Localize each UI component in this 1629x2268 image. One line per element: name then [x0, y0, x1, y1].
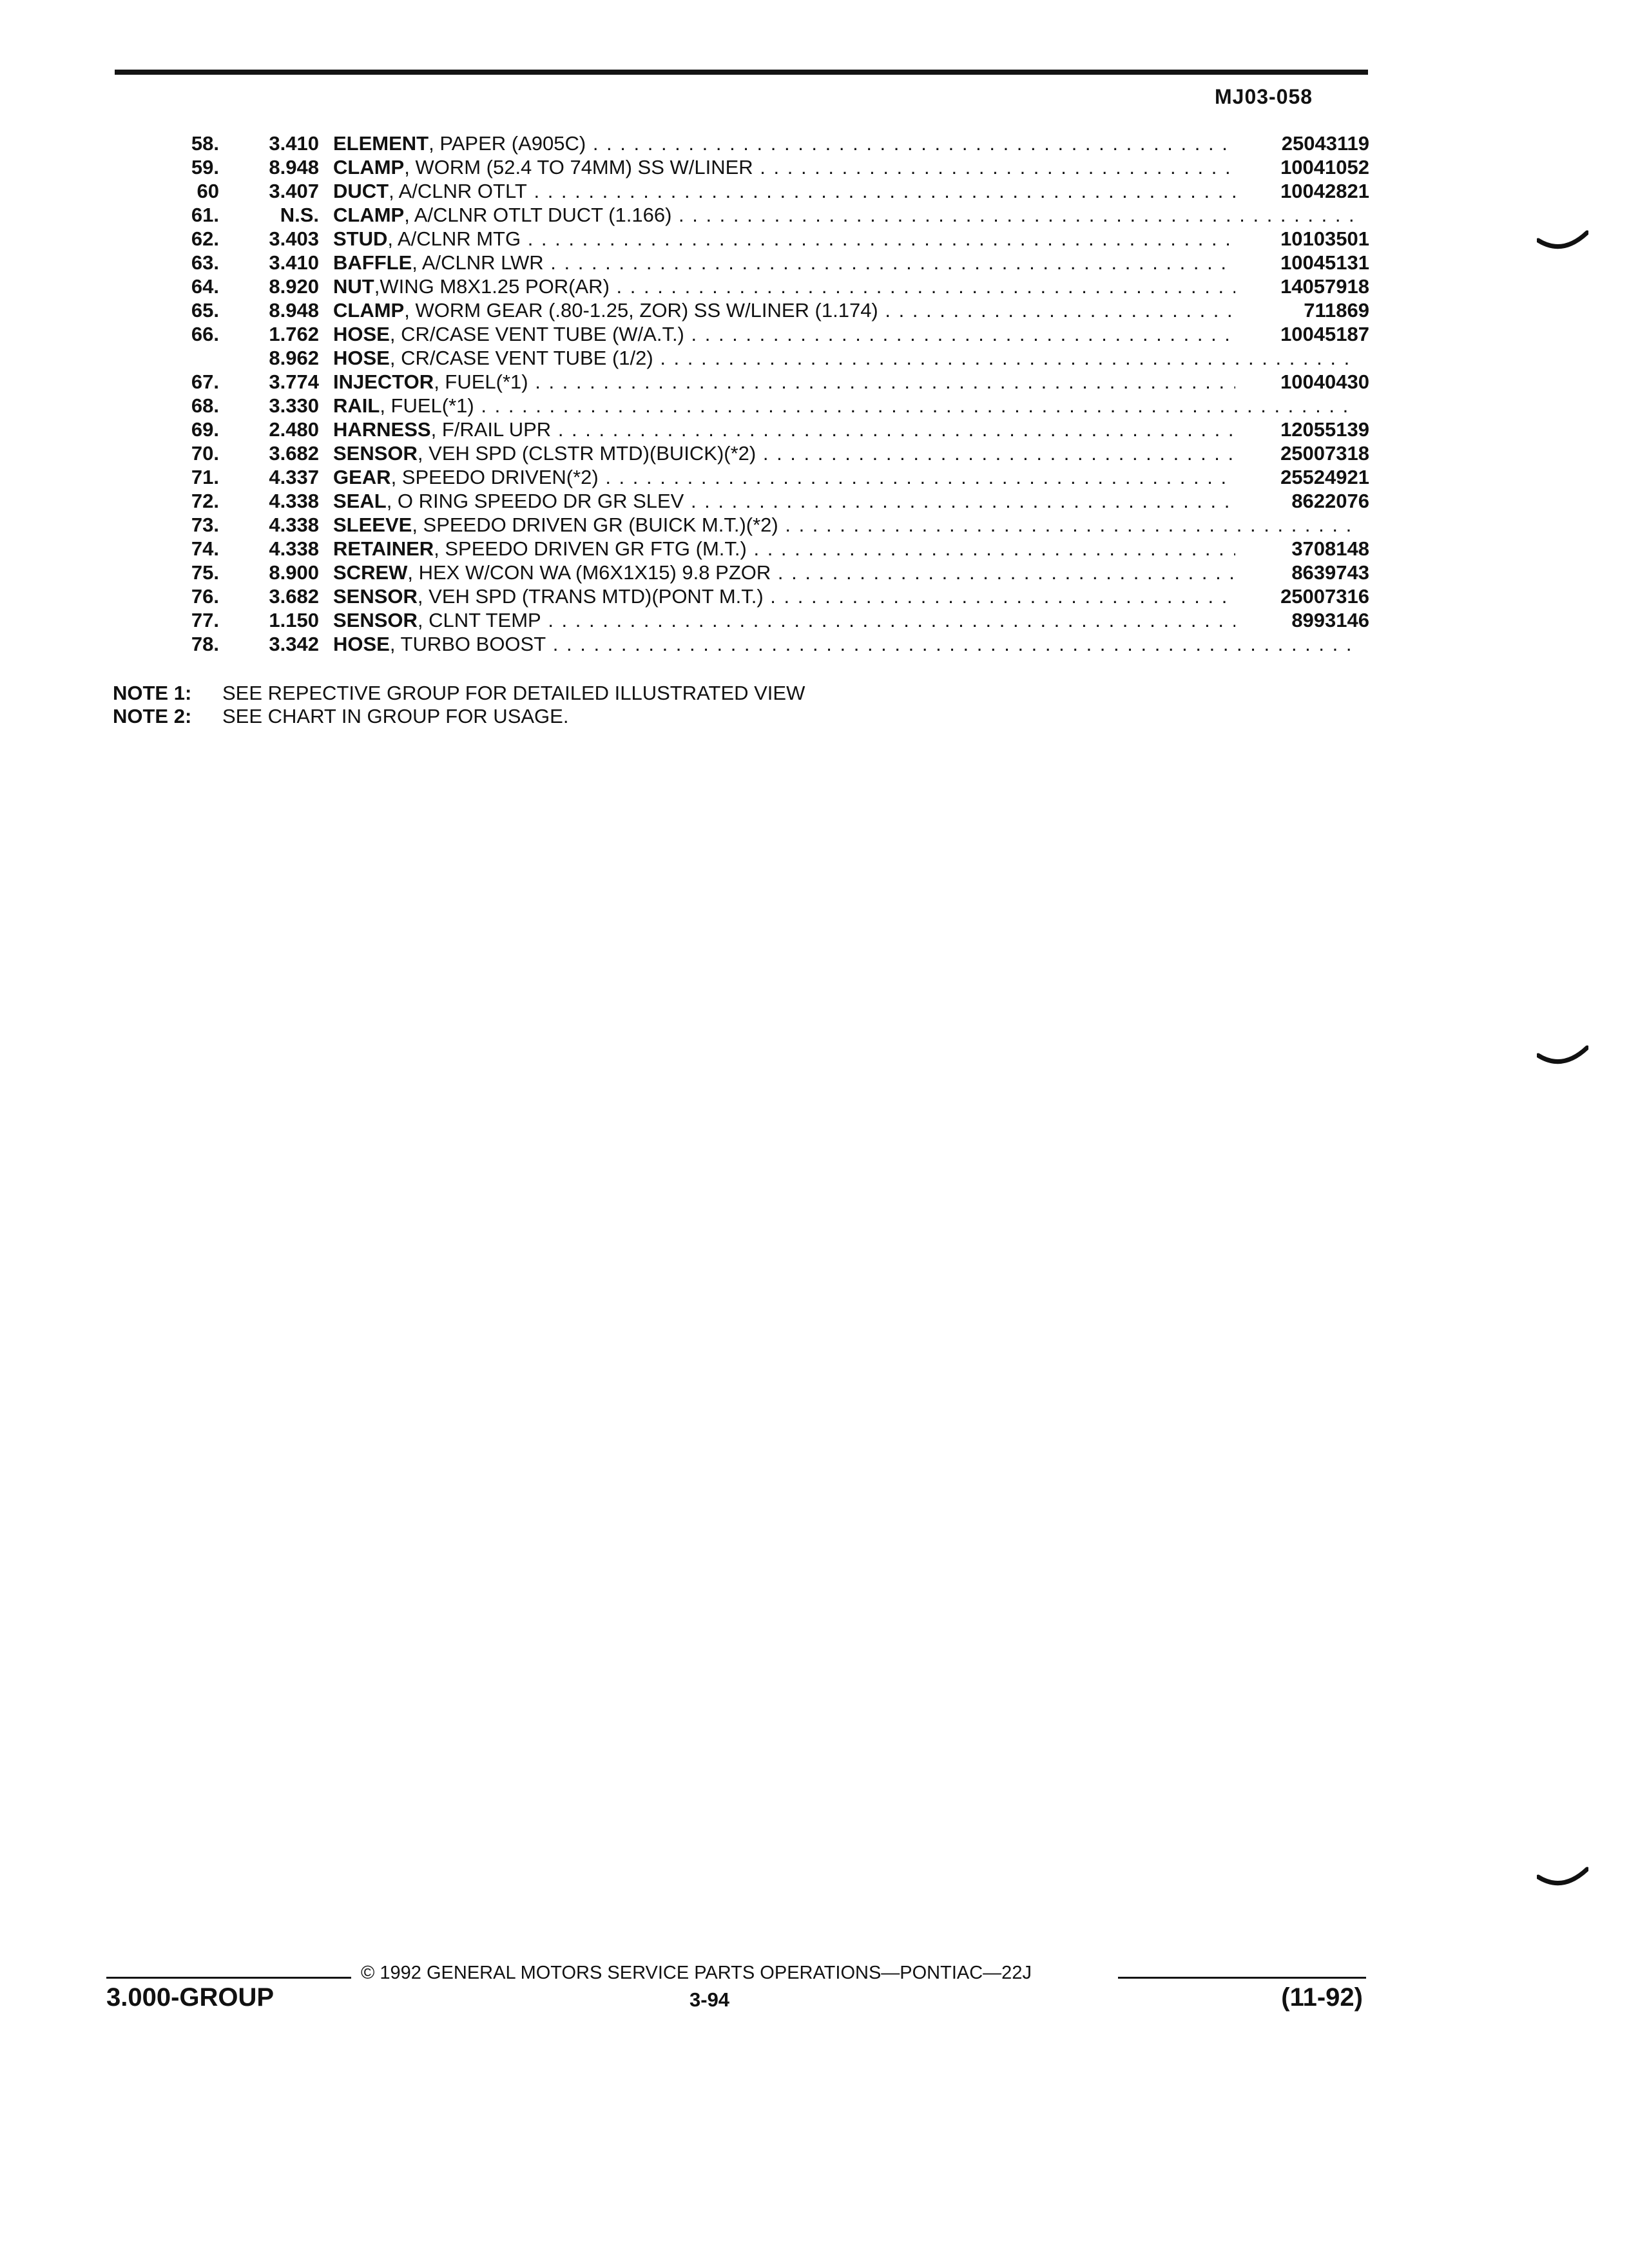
document-id: MJ03-058 — [1215, 85, 1313, 108]
part-detail: , WORM (52.4 TO 74MM) SS W/LINER — [404, 156, 753, 178]
parts-row — [139, 418, 1369, 441]
part-detail: , FUEL(*1) — [380, 394, 474, 417]
group-number: 3.407 — [269, 180, 319, 202]
part-detail: , VEH SPD (TRANS MTD)(PONT M.T.) — [417, 585, 764, 608]
group-number: 1.762 — [269, 323, 319, 345]
parts-row — [139, 322, 1369, 346]
parts-row — [139, 131, 1369, 155]
part-description — [333, 608, 1358, 632]
part-detail: , HEX W/CON WA (M6X1X15) 9.8 PZOR — [407, 561, 771, 584]
part-name: SENSOR — [333, 609, 418, 631]
parts-row — [139, 274, 1369, 298]
part-name: SENSOR — [333, 585, 418, 608]
page-number: 3-94 — [689, 1988, 730, 2011]
note-label: NOTE 2: — [113, 705, 192, 727]
part-description — [333, 346, 1358, 370]
group-number: N.S. — [280, 204, 319, 226]
part-number: 10045131 — [1235, 251, 1369, 274]
note-text: SEE CHART IN GROUP FOR USAGE. — [222, 705, 569, 727]
top-rule — [115, 70, 1368, 75]
parts-row — [139, 179, 1369, 203]
group-number: 8.948 — [269, 156, 319, 178]
parts-row — [139, 632, 1369, 656]
part-detail: , A/CLNR OTLT — [389, 180, 527, 202]
part-name: DUCT — [333, 180, 389, 202]
part-name: HOSE — [333, 323, 390, 345]
item-number: 61. — [191, 204, 219, 226]
part-number: 10045187 — [1235, 322, 1369, 346]
item-number: 78. — [191, 633, 219, 655]
group-number: 4.337 — [269, 466, 319, 488]
parts-list — [139, 131, 1369, 656]
parts-row — [139, 584, 1369, 608]
item-number: 72. — [191, 490, 219, 512]
item-number: 69. — [191, 418, 219, 441]
part-description — [333, 131, 1358, 155]
footer-rule-right — [1118, 1977, 1366, 1979]
item-number: 67. — [191, 370, 219, 393]
part-name: INJECTOR — [333, 370, 434, 393]
part-detail: , O RING SPEEDO DR GR SLEV — [386, 490, 684, 512]
parts-row — [139, 155, 1369, 179]
group-number: 8.900 — [269, 561, 319, 584]
item-number: 63. — [191, 251, 219, 274]
part-detail: , SPEEDO DRIVEN GR (BUICK M.T.)(*2) — [412, 514, 778, 536]
group-number: 4.338 — [269, 490, 319, 512]
parts-row — [139, 370, 1369, 394]
copyright-line: © 1992 GENERAL MOTORS SERVICE PARTS OPERATIONS—PONTIAC—22J — [361, 1963, 1032, 1983]
group-number: 3.403 — [269, 227, 319, 250]
item-number: 71. — [191, 466, 219, 488]
group-number: 3.410 — [269, 132, 319, 155]
part-detail: , FUEL(*1) — [434, 370, 528, 393]
part-description — [333, 227, 1358, 251]
part-detail: , VEH SPD (CLSTR MTD)(BUICK)(*2) — [417, 442, 757, 465]
part-detail: , TURBO BOOST — [389, 633, 546, 655]
part-name: ELEMENT — [333, 132, 429, 155]
part-number: 25007318 — [1235, 441, 1369, 465]
part-description — [333, 441, 1358, 465]
part-number: 14057918 — [1235, 274, 1369, 298]
binder-mark-bottom — [1537, 1865, 1588, 1891]
parts-row — [139, 465, 1369, 489]
part-detail: , CLNT TEMP — [417, 609, 541, 631]
item-number: 64. — [191, 275, 219, 298]
part-number: 711869 — [1235, 298, 1369, 322]
binder-mark-middle — [1537, 1044, 1588, 1070]
item-number: 70. — [191, 442, 219, 465]
group-number: 4.338 — [269, 537, 319, 560]
parts-row — [139, 346, 1369, 370]
part-description — [333, 155, 1358, 179]
group-number: 3.682 — [269, 585, 319, 608]
parts-row — [139, 203, 1369, 227]
binder-mark-top — [1537, 229, 1588, 255]
part-name: NUT — [333, 275, 374, 298]
part-number: 10042821 — [1235, 179, 1369, 203]
group-number: 1.150 — [269, 609, 319, 631]
part-number: 3708148 — [1235, 537, 1369, 561]
part-number: 12055139 — [1235, 418, 1369, 441]
note-text: SEE REPECTIVE GROUP FOR DETAILED ILLUSTRATED VIEW — [222, 682, 805, 704]
part-description — [333, 465, 1358, 489]
part-description — [333, 513, 1358, 537]
note-line — [113, 682, 1079, 705]
part-detail: , PAPER (A905C) — [429, 132, 586, 155]
parts-row — [139, 537, 1369, 561]
part-number: 10040430 — [1235, 370, 1369, 394]
part-name: GEAR — [333, 466, 391, 488]
part-name: BAFFLE — [333, 251, 412, 274]
part-number: 8639743 — [1235, 561, 1369, 584]
part-name: SLEEVE — [333, 514, 412, 536]
part-number: 8993146 — [1235, 608, 1369, 632]
part-description — [333, 298, 1358, 322]
group-number: 3.330 — [269, 394, 319, 417]
part-number: 25007316 — [1235, 584, 1369, 608]
item-number: 75. — [191, 561, 219, 584]
notes-section — [113, 682, 1079, 728]
part-detail: , F/RAIL UPR — [430, 418, 552, 441]
group-label: 3.000-GROUP — [106, 1983, 275, 2012]
group-number: 3.682 — [269, 442, 319, 465]
part-name: CLAMP — [333, 156, 405, 178]
part-detail: , WORM GEAR (.80-1.25, ZOR) SS W/LINER (1.174) — [404, 299, 878, 322]
item-number: 59. — [191, 156, 219, 178]
part-detail: ,WING M8X1.25 POR(AR) — [374, 275, 610, 298]
part-description — [333, 632, 1358, 656]
part-detail: , A/CLNR MTG — [387, 227, 521, 250]
group-number: 3.342 — [269, 633, 319, 655]
item-number: 77. — [191, 609, 219, 631]
part-detail: , SPEEDO DRIVEN(*2) — [390, 466, 599, 488]
part-number: 10103501 — [1235, 227, 1369, 251]
group-number: 8.962 — [269, 347, 319, 369]
item-number: 68. — [191, 394, 219, 417]
parts-row — [139, 561, 1369, 584]
item-number: 73. — [191, 514, 219, 536]
part-name: CLAMP — [333, 204, 405, 226]
part-name: HOSE — [333, 633, 390, 655]
part-name: SCREW — [333, 561, 408, 584]
part-number: 10041052 — [1235, 155, 1369, 179]
item-number: 58. — [191, 132, 219, 155]
part-name: SENSOR — [333, 442, 418, 465]
item-number: 60 — [197, 180, 219, 202]
parts-row — [139, 298, 1369, 322]
part-number: 25043119 — [1235, 131, 1369, 155]
note-line — [113, 705, 1079, 728]
parts-row — [139, 489, 1369, 513]
part-description — [333, 203, 1358, 227]
parts-row — [139, 608, 1369, 632]
part-description — [333, 394, 1358, 418]
part-description — [333, 418, 1358, 441]
part-description — [333, 537, 1358, 561]
part-name: CLAMP — [333, 299, 405, 322]
part-description — [333, 179, 1358, 203]
part-detail: , CR/CASE VENT TUBE (1/2) — [389, 347, 653, 369]
item-number: 76. — [191, 585, 219, 608]
item-number: 62. — [191, 227, 219, 250]
part-description — [333, 322, 1358, 346]
group-number: 3.410 — [269, 251, 319, 274]
part-description — [333, 561, 1358, 584]
item-number: 65. — [191, 299, 219, 322]
part-number: 8622076 — [1235, 489, 1369, 513]
note-label: NOTE 1: — [113, 682, 192, 704]
part-description — [333, 251, 1358, 274]
group-number: 4.338 — [269, 514, 319, 536]
part-description — [333, 370, 1358, 394]
group-number: 2.480 — [269, 418, 319, 441]
parts-row — [139, 394, 1369, 418]
part-detail: , SPEEDO DRIVEN GR FTG (M.T.) — [434, 537, 747, 560]
part-name: RETAINER — [333, 537, 434, 560]
date-code: (11-92) — [1281, 1983, 1363, 2012]
part-description — [333, 584, 1358, 608]
part-number: 25524921 — [1235, 465, 1369, 489]
part-name: HOSE — [333, 347, 390, 369]
group-number: 8.948 — [269, 299, 319, 322]
parts-row — [139, 441, 1369, 465]
parts-row — [139, 251, 1369, 274]
part-detail: , CR/CASE VENT TUBE (W/A.T.) — [389, 323, 684, 345]
parts-row — [139, 513, 1369, 537]
part-description — [333, 274, 1358, 298]
part-name: STUD — [333, 227, 388, 250]
part-name: HARNESS — [333, 418, 431, 441]
part-detail: , A/CLNR OTLT DUCT (1.166) — [404, 204, 672, 226]
item-number: 74. — [191, 537, 219, 560]
group-number: 3.774 — [269, 370, 319, 393]
item-number: 66. — [191, 323, 219, 345]
part-detail: , A/CLNR LWR — [412, 251, 544, 274]
part-name: SEAL — [333, 490, 387, 512]
group-number: 8.920 — [269, 275, 319, 298]
footer-rule-left — [106, 1977, 351, 1979]
parts-row — [139, 227, 1369, 251]
part-name: RAIL — [333, 394, 380, 417]
part-description — [333, 489, 1358, 513]
